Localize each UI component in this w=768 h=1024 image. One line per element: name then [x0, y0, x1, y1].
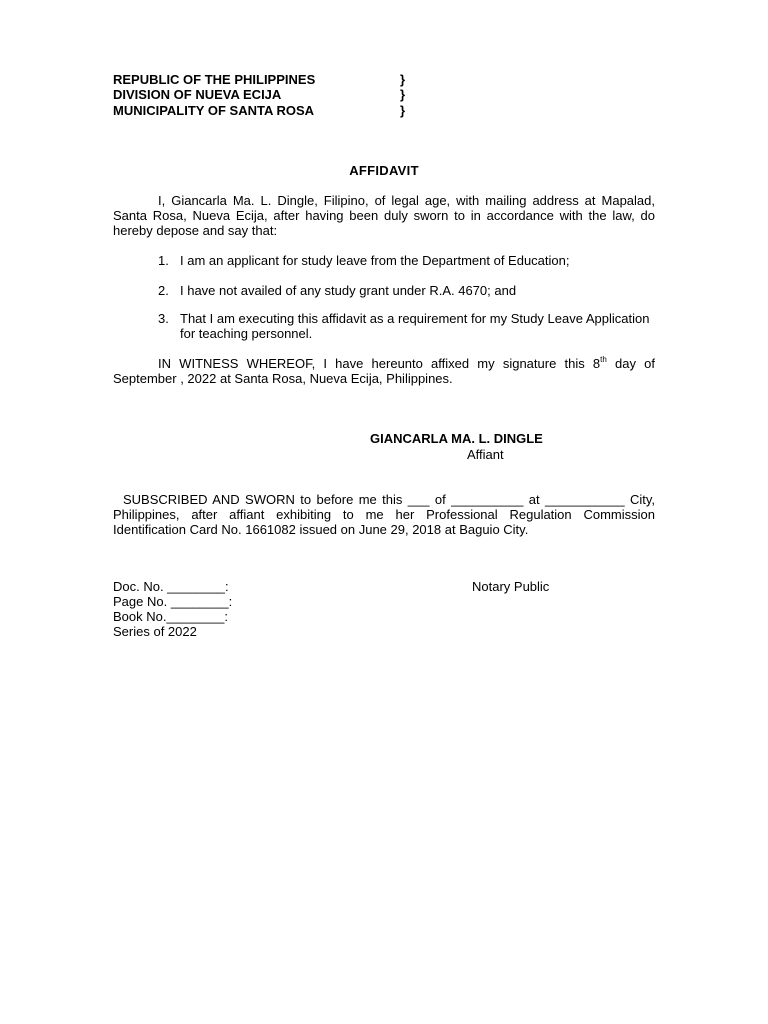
caption-brace-2: }	[400, 87, 406, 102]
list-item-3: That I am executing this affidavit as a requirement for my Study Leave Application for teaching personnel.	[180, 311, 650, 341]
list-number-3: 3.	[158, 311, 169, 326]
caption-brace-3: }	[400, 103, 406, 118]
affiant-name: GIANCARLA MA. L. DINGLE	[370, 431, 543, 446]
list-item-2: I have not availed of any study grant under R.A. 4670; and	[180, 283, 517, 298]
series-line: Series of 2022	[113, 624, 197, 639]
caption-republic: REPUBLIC OF THE PHILIPPINES	[113, 72, 316, 87]
book-number-line: Book No.________:	[113, 609, 228, 624]
doc-number-line: Doc. No. ________:	[113, 579, 229, 594]
list-item-1: I am an applicant for study leave from the Department of Education;	[180, 253, 570, 268]
caption-division: DIVISION OF NUEVA ECIJA	[113, 87, 282, 102]
witness-text-end: day of September , 2022 at Santa Rosa, Nueva Ecija, Philippines.	[113, 356, 655, 386]
intro-paragraph: I, Giancarla Ma. L. Dingle, Filipino, of legal age, with mailing address at Mapalad, Santa Rosa, Nueva Ecija, after having been duly sworn to in accordance with the law, do hereby depose and say that:	[113, 193, 655, 238]
jurat-paragraph: SUBSCRIBED AND SWORN to before me this ___ of __________ at ___________ City, Philippines, after affiant exhibiting to me her Professional Regulation Commission Identification Card No. 1661082 issued on June 29, 2018 at Baguio City.	[113, 492, 655, 537]
list-number-1: 1.	[158, 253, 169, 268]
list-number-2: 2.	[158, 283, 169, 298]
document-title: AFFIDAVIT	[349, 163, 419, 178]
page-number-line: Page No. ________:	[113, 594, 233, 609]
witness-text-start: IN WITNESS WHEREOF, I have hereunto affixed my signature this 8	[158, 356, 601, 371]
caption-municipality: MUNICIPALITY OF SANTA ROSA	[113, 103, 315, 118]
witness-ordinal-suffix: th	[600, 355, 607, 364]
caption-brace-1: }	[400, 72, 406, 87]
affiant-role: Affiant	[467, 447, 504, 462]
notary-public-label: Notary Public	[472, 579, 550, 594]
witness-paragraph	[113, 356, 655, 386]
